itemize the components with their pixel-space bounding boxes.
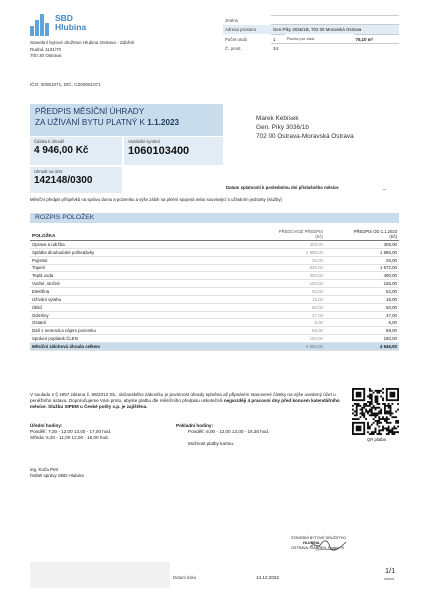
property-row-name: Jméno (223, 16, 399, 25)
item-name: Odměny (30, 311, 231, 319)
item-cur: 1 885,00 (325, 248, 399, 256)
predpis-title: PŘEDPIS MĚSÍČNÍ ÚHRADY ZA UŽÍVÁNÍ BYTU PLATNÝ K 1.1.2023 (30, 104, 223, 136)
office-hours: Úřední hodiny: Pondělí: 7,30 - 12,00 13,00 - 17,00 hod. Středa: 6,30 - 11,00 12,00 - 16,00 hod. (30, 423, 112, 441)
amount-box: Částka k úhradě 4 946,00 Kč (30, 137, 122, 165)
table-row (30, 319, 399, 327)
property-row-persons: Počet osob 1 Plocha pro vlast. 75,10 m² (223, 34, 399, 43)
item-cur: 26,00 (325, 256, 399, 264)
items-table (30, 228, 399, 351)
item-cur: 490,00 (325, 272, 399, 280)
item-cur: 309,00 (325, 241, 399, 249)
item-cur: 69,00 (325, 327, 399, 335)
item-name: Teplá voda (30, 272, 231, 280)
total-row (30, 342, 399, 350)
item-cur: 150,00 (325, 335, 399, 343)
vs-value: 1060103400 (128, 145, 190, 157)
item-prev: 47,00 (231, 311, 325, 319)
col-prev-header: PŘEDCHOZÍ PŘEDPIS (Kč) (231, 228, 325, 241)
item-cur: 165,00 (325, 280, 399, 288)
item-name: Pojistné (30, 256, 231, 264)
recipient-city: 702 00 Ostrava-Moravská Ostrava (256, 133, 354, 140)
item-prev: 52,00 (231, 288, 325, 296)
total-name: Měsíční zálohová úhrada celkem (30, 342, 231, 350)
table-row (30, 288, 399, 296)
item-prev: 150,00 (231, 335, 325, 343)
account-value: 142148/0300 (34, 175, 93, 186)
table-row (30, 248, 399, 256)
recipient-address (256, 114, 354, 141)
table-row (30, 264, 399, 272)
table-row (30, 280, 399, 288)
item-name: Topení (30, 264, 231, 272)
item-name: Ostatní (30, 319, 231, 327)
item-prev: 150,00 (231, 280, 325, 288)
dash-mark: – (383, 187, 387, 193)
total-cur: 4 946,00 (325, 342, 399, 350)
item-name: Úklid (30, 303, 231, 311)
item-prev: 15,00 (231, 295, 325, 303)
item-name: Daň z nemovit.a nájem pozemku (30, 327, 231, 335)
stamp: STAVEBNÍ BYTOVÉ DRUŽSTVO HLUBINA OSTRAVA - ZÁBŘEH, Rudná 70 (291, 536, 346, 550)
logo-text: SBD Hlubina (55, 13, 87, 32)
item-name: Oprava a údržba (30, 241, 231, 249)
property-info-table (223, 15, 399, 53)
qr-code (352, 388, 399, 435)
due-date-note: Datum splatnosti k poslednímu dni příslušného měsíce (226, 185, 339, 190)
item-prev: 350,00 (231, 272, 325, 280)
qr-label: QR platba (367, 437, 386, 442)
print-date-label: Datum tisku (173, 575, 197, 580)
vs-box: Variabilní symbol 1060103400 (124, 137, 223, 165)
property-row-address: Adresa prostoru Gen.Píky 3036/1B, 702 00 Moravská Ostrava (223, 25, 399, 34)
table-row (30, 295, 399, 303)
cashier-hours: Pokladní hodiny: Pondělí: 8,00 - 12,00 13,00 - 16,30 hod. Možnost platby kartou. (176, 423, 270, 447)
item-prev: 60,00 (231, 303, 325, 311)
item-name: Vodné, stočné (30, 280, 231, 288)
item-cur: 6,00 (325, 319, 399, 327)
sender-name: Stavební bytové družstvo Hlubina Ostrava - Zábřeh (30, 40, 135, 45)
account-box: Uhradit na účet 142148/0300 (30, 167, 122, 193)
item-name: Užívání výtahu (30, 295, 231, 303)
item-prev: 26,00 (231, 256, 325, 264)
table-row (30, 311, 399, 319)
table-row (30, 272, 399, 280)
item-cur: 1 672,00 (325, 264, 399, 272)
item-name: Správní poplatek ČLEN (30, 335, 231, 343)
legal-text: V souladu s § 1957 zákona č. 89/2012 Sb., občanského zákoníku je povinnost úhrady splněna až připsáním stanovené částky na výše uvedený účet u peněžního ústavu. Doporučujeme Vám proto, abyste platbu dle měsíčního předpisu uskutečnili nejpozději 4 pracovní dny před koncem kalendářního měsíce. Službu SIPEM u České pošty s.p. je zajištěna. (30, 392, 340, 410)
item-cur: 15,00 (325, 295, 399, 303)
total-prev: 4 054,00 (231, 342, 325, 350)
recipient-street: Gen. Píky 3036/1b (256, 124, 309, 131)
sender-ico-dic: IČO: 00051071, DIČ: CZ00051071 (30, 82, 101, 87)
print-date: 14.12.2022 (256, 575, 279, 580)
item-cur: 47,00 (325, 311, 399, 319)
property-row-unit: Č. prost. 34 (223, 44, 399, 53)
item-prev: 1 885,00 (231, 248, 325, 256)
page-number: 1/1 (385, 566, 396, 575)
col-item-header: POLOŽKA (30, 228, 231, 241)
table-row (30, 327, 399, 335)
sender-city: 700 30 Ostrava (30, 53, 62, 59)
item-prev: 309,00 (231, 241, 325, 249)
sender-address (30, 40, 134, 60)
item-cur: 52,00 (325, 288, 399, 296)
rozpis-title: ROZPIS POLOŽEK (30, 213, 399, 223)
item-cur: 60,00 (325, 303, 399, 311)
handwritten-signature (308, 538, 348, 552)
table-row (30, 335, 399, 343)
item-prev: 6,00 (231, 319, 325, 327)
recipient-name: Marek Kebísek (256, 115, 299, 122)
signature-block (30, 467, 84, 480)
items-header-row (30, 228, 399, 241)
item-name: Elektřina (30, 288, 231, 296)
signatory-name: ing. Kuča Petr (30, 467, 59, 472)
sender-street: Rudná 1131/70 (30, 46, 62, 52)
page-label: strana (384, 577, 394, 581)
item-name: Splátka dlouhodobé pohledávky (30, 248, 231, 256)
table-row (30, 241, 399, 249)
col-cur-header: PŘEDPIS OD 1.1.2023 (Kč) (325, 228, 399, 241)
amount-value: 4 946,00 Kč (34, 145, 89, 156)
signatory-role: ředitel správy SBD Hlubina (30, 473, 84, 479)
footer-blank-box (30, 562, 170, 588)
item-prev: 935,00 (231, 264, 325, 272)
item-prev: 69,00 (231, 327, 325, 335)
predpis-note: Měsíční předpis příspěvků na správu domu a pozemku a výše záloh na plnění spojená nebo související s užíváním jednotky (služby) (30, 197, 282, 202)
logo-icon (30, 14, 52, 36)
table-row (30, 256, 399, 264)
table-row (30, 303, 399, 311)
